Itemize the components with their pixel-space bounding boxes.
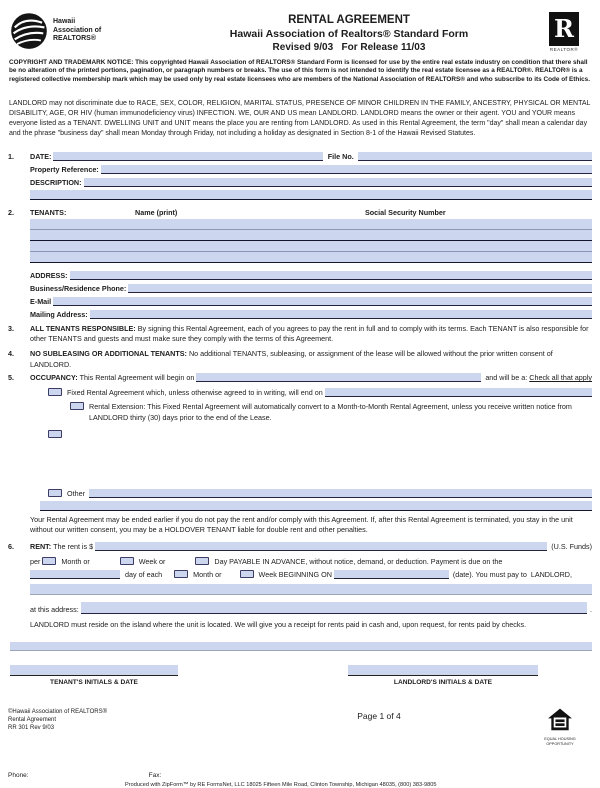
section-1-number: 1. [8, 151, 14, 161]
business-residence-phone-label: Business/Residence Phone: [30, 283, 127, 293]
week-beginning-text: Week BEGINNING ON [258, 569, 332, 579]
rent-day-checkbox[interactable] [195, 557, 209, 565]
footer-form-name: Rental Agreement [8, 717, 57, 724]
intro-paragraph: LANDLORD may not discriminate due to RACE, SEX, COLOR, RELIGION, MARITAL STATUS, PRESENCE OF MINOR CHILDREN IN THE FAMILY, ANCESTRY, PHYSICAL OR MENTAL DISABILITY, AGE, OR HIV (human immunodeficiency virus) INFECTION. WE, OUR AND US mean LANDLORD. LANDLORD means the owner or their agent. YOU and YOUR means everyone listed as a TENANT. DWELLING UNIT and UNIT means the place you are renting from LANDLORD. As used in this Rental Agreement, the term "day" shall mean a calendar day and the phrase "business day" shall mean Monday through Friday, not including a holiday as designated in Section 8-1 of the Hawaii Revised Statutes. [9, 100, 591, 137]
rent-amount-field[interactable] [95, 542, 547, 551]
holdover-text: Your Rental Agreement may be ended earlier if you do not pay the rent and/or comply with this Agreement. If, after this Rental Agreement is terminated, you stay in the unit without our written consent, you may be a HOLDOVER TENANT liable for double rent and other penalties. [30, 514, 573, 535]
beginning-date-field[interactable] [334, 570, 449, 579]
occupancy-will-be-text: and will be a: [485, 373, 528, 383]
description-continuation-field[interactable] [30, 190, 592, 200]
realtor-logo [538, 12, 590, 52]
tenants-label: TENANTS: [30, 207, 67, 217]
rental-extension-checkbox[interactable] [70, 402, 84, 410]
rent-month-checkbox[interactable] [42, 557, 56, 565]
equal-housing-caption-line: EQUAL HOUSING [544, 737, 576, 742]
week-or-text: Week or [138, 556, 166, 566]
mailing-address-label: Mailing Address: [30, 309, 88, 319]
address-field[interactable] [70, 271, 592, 280]
other-field[interactable] [89, 489, 592, 498]
pay-address-field[interactable] [81, 602, 587, 614]
check-all-that-apply-text: Check all that apply [529, 373, 592, 383]
fixed-rental-text: Fixed Rental Agreement which, unless otherwise agreed to in writing, will end on [67, 388, 323, 398]
mailing-address-field[interactable] [90, 310, 592, 319]
hawaii-realtors-emblem-icon [10, 12, 48, 50]
equal-housing-logo [530, 708, 590, 746]
section-4-number: 4. [8, 349, 14, 359]
footer-copyright: ©Hawaii Association of REALTORS® [8, 709, 107, 716]
logo-text-line: REALTORS® [53, 35, 97, 43]
email-label: E-Mail [30, 296, 52, 306]
rental-extension-text: Rental Extension: This Fixed Rental Agreement will automatically convert to a Month-to-Month Rental Agreement, unless you receive written notice from LANDLORD thirty (30) days prior to the end of the Lease. [89, 402, 572, 423]
rent-title: RENT: [30, 541, 52, 551]
occupancy-begin-date-field[interactable] [196, 373, 481, 382]
page-number: Page 1 of 4 [357, 711, 401, 722]
day-of-each-text: day of each [125, 569, 163, 579]
business-residence-phone-field[interactable] [128, 284, 592, 293]
tenant-initials-field[interactable] [10, 665, 178, 676]
date-pay-text: (date). You must pay to LANDLORD, [452, 569, 572, 579]
name-column-header: Name (print) [135, 207, 178, 217]
due-day-field[interactable] [30, 570, 120, 579]
email-field[interactable] [53, 297, 592, 306]
date-field[interactable] [53, 152, 322, 161]
phone-label: Phone: [8, 772, 29, 780]
day-payable-text: Day PAYABLE IN ADVANCE, without notice, demand, or deduction. Payment is due on the [214, 556, 503, 566]
tenant-initials-label: TENANT'S INITIALS & DATE [50, 679, 138, 687]
footer-form-code: RR 301 Rev 9/03 [8, 725, 55, 732]
section-2-number: 2. [8, 207, 14, 217]
occupancy-title: OCCUPANCY: [30, 373, 78, 383]
no-subleasing-text: No additional TENANTS, subleasing, or assignment of the lease will be allowed without the prior written consent of LANDLORD. [30, 349, 553, 369]
section-6-number: 6. [8, 541, 14, 551]
landlord-reside-text: LANDLORD must reside on the island where the unit is located. We will give you a receipt for rents paid in cash and, upon request, for rents paid by checks. [30, 619, 527, 629]
fax-label: Fax: [148, 772, 162, 780]
fixed-rental-end-date-field[interactable] [325, 388, 592, 397]
other-continuation-field[interactable] [40, 501, 592, 511]
tenant-row-field[interactable] [30, 241, 592, 252]
ssn-column-header: Social Security Number [365, 207, 446, 217]
fixed-rental-checkbox[interactable] [48, 388, 62, 396]
description-field[interactable] [84, 178, 592, 187]
per-text: per [30, 556, 41, 566]
description-label: DESCRIPTION: [30, 177, 82, 187]
logo-text-line: Hawaii [53, 17, 76, 25]
file-no-label: File No. [327, 151, 354, 161]
hawaii-realtors-logo-text [53, 18, 101, 44]
at-this-address-label: at this address: [30, 604, 79, 614]
form-title: RENTAL AGREEMENT [288, 14, 410, 26]
form-title-block [160, 12, 538, 53]
other-checkbox[interactable] [48, 489, 62, 497]
copyright-notice: COPYRIGHT AND TRADEMARK NOTICE: This copyrighted Hawaii Association of REALTORS® Standard Form is licensed for use by the entire real estate industry on condition that there shall be no alteration of the printed portions, pagination, or paragraph numbers or breaks. The use of this form is not intended to identify the real estate licensee as a REALTOR®. REALTOR® is a registered collective membership mark which may be used only by real estate licensees who are members of the National Association of REALTORS® and who subscribe to its Code of Ethics. [9, 59, 590, 83]
tenant-row-field[interactable] [30, 252, 592, 263]
extra-blank-field[interactable] [10, 642, 592, 651]
occupancy-begin-text: This Rental Agreement will begin on [79, 373, 195, 383]
form-header [10, 12, 590, 53]
address-label: ADDRESS: [30, 270, 68, 280]
due-month-checkbox[interactable] [174, 570, 188, 578]
month-or-text: Month or [61, 556, 90, 566]
due-week-checkbox[interactable] [240, 570, 254, 578]
realtor-r-icon: R [549, 12, 579, 46]
date-label: DATE: [30, 151, 52, 161]
other-label: Other [67, 488, 85, 498]
produced-with-text: Produced with ZipForm™ by RE FormsNet, LLC 18025 Fifteen Mile Road, Clinton Township, Michigan 48035, (800) 383-9805 [125, 782, 437, 788]
logo-text-line: Association of [53, 26, 102, 34]
property-reference-field[interactable] [101, 165, 592, 174]
us-funds-text: (U.S. Funds) [551, 541, 592, 551]
equal-housing-icon [547, 708, 573, 732]
occupancy-blank-checkbox[interactable] [48, 430, 62, 438]
tenant-row-field[interactable] [30, 230, 592, 241]
equal-housing-caption-line: OPPORTUNITY [546, 741, 574, 746]
realtor-logo-caption: REALTOR® [549, 47, 579, 52]
tenants-table [30, 219, 592, 263]
no-subleasing-title: NO SUBLEASING OR ADDITIONAL TENANTS: [30, 349, 187, 359]
blank-space [0, 439, 600, 489]
tenant-row-field[interactable] [30, 219, 592, 230]
file-no-field[interactable] [358, 152, 592, 161]
rent-is-text: The rent is $ [53, 541, 94, 551]
property-reference-label: Property Reference: [30, 164, 99, 174]
all-tenants-responsible-title: ALL TENANTS RESPONSIBLE: [30, 323, 136, 333]
landlord-initials-label: LANDLORD'S INITIALS & DATE [393, 679, 493, 687]
address-period-text: . [590, 604, 592, 614]
due-month-or-text: Month or [193, 569, 222, 579]
signature-spacer [178, 665, 348, 686]
pay-to-continuation-field[interactable] [30, 584, 592, 595]
rent-week-checkbox[interactable] [120, 557, 134, 565]
section-3-number: 3. [8, 323, 14, 333]
section-5-number: 5. [8, 373, 14, 383]
hawaii-realtors-logo [10, 12, 160, 50]
all-tenants-responsible-text: By signing this Rental Agreement, each of you agrees to pay the rent in full and to comply with its terms. Each TENANT is also responsible for other TENANTS and guests and must make sure they comply with the terms of this Agreement. [30, 323, 589, 343]
form-subtitle: Hawaii Association of Realtors® Standard Form [229, 28, 469, 40]
landlord-initials-field[interactable] [348, 665, 538, 676]
form-revision: Revised 9/03 For Release 11/03 [272, 42, 426, 53]
